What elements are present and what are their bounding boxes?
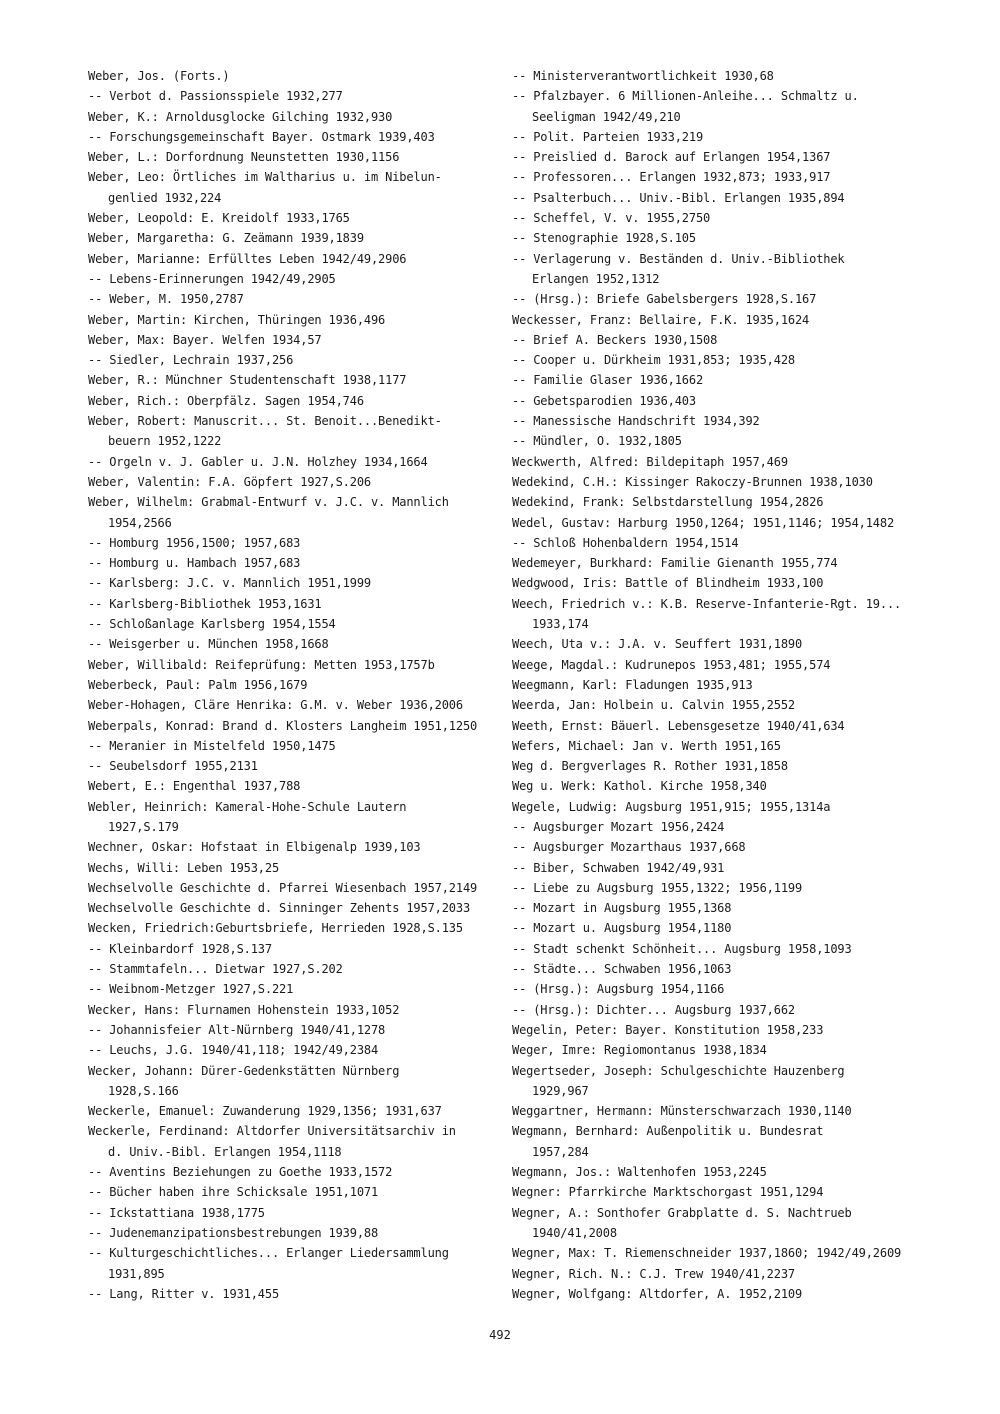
entry-text: -- Mozart u. Augsburg 1954,1180 [512,921,732,936]
index-entry [512,391,932,411]
index-entry [88,837,508,857]
index-entry [512,1040,932,1060]
index-entry [88,1203,508,1223]
entry-text: -- Aventins Beziehungen zu Goethe 1933,1572 [88,1165,393,1180]
index-entry [88,695,508,715]
index-entry [88,310,508,330]
index-entry [88,1101,508,1121]
index-entry [512,736,932,756]
index-entry [512,573,932,593]
entry-text: -- Schloßanlage Karlsberg 1954,1554 [88,617,336,632]
entry-text: Weber, Leopold: E. Kreidolf 1933,1765 [88,211,350,226]
entry-continuation: Seeligman 1942/49,210 [532,109,681,124]
entry-continuation: 1928,S.166 [108,1083,179,1098]
entry-text: Weber-Hohagen, Cläre Henrika: G.M. v. Weber 1936,2006 [88,698,463,713]
entry-text: -- (Hrsg.): Dichter... Augsburg 1937,662 [512,1002,795,1017]
entry-text: Wegele, Ludwig: Augsburg 1951,915; 1955,1314a [512,799,831,814]
page-number: 492 [489,1328,511,1342]
index-entry [512,370,932,390]
entry-text: -- Familie Glaser 1936,1662 [512,373,704,388]
entry-text: Weberpals, Konrad: Brand d. Klosters Langheim 1951,1250 [88,718,478,733]
index-entry [512,1182,932,1202]
entry-text: Wefers, Michael: Jan v. Werth 1951,165 [512,738,781,753]
entry-text: Wegelin, Peter: Bayer. Konstitution 1958,233 [512,1022,824,1037]
index-entry [88,391,508,411]
entry-text: -- Weber, M. 1950,2787 [88,292,244,307]
entry-text: Wecken, Friedrich:Geburtsbriefe, Herrieden 1928,S.135 [88,921,463,936]
entry-text: Wechner, Oskar: Hofstaat in Elbigenalp 1939,103 [88,840,421,855]
entry-text: Weber, Leo: Örtliches im Waltharius u. im Nibelun- [88,170,442,185]
entry-text: Weegmann, Karl: Fladungen 1935,913 [512,677,753,692]
entry-text: -- Homburg 1956,1500; 1957,683 [88,535,301,550]
index-entry [88,939,508,959]
entry-text: -- Ministerverantwortlichkeit 1930,68 [512,69,774,83]
entry-text: -- Liebe zu Augsburg 1955,1322; 1956,1199 [512,880,803,895]
index-entry [512,472,932,492]
entry-text: Weeth, Ernst: Bäuerl. Lebensgesetze 1940/41,634 [512,718,845,733]
entry-text: Weber, Valentin: F.A. Göpfert 1927,S.206 [88,474,371,489]
index-entry [88,776,508,796]
entry-text: Weg d. Bergverlages R. Rother 1931,1858 [512,759,788,774]
entry-text: Weber, R.: Münchner Studentenschaft 1938,1177 [88,373,407,388]
entry-text: -- (Hrsg.): Augsburg 1954,1166 [512,982,725,997]
entry-text: -- Siedler, Lechrain 1937,256 [88,353,294,368]
index-entry [512,553,932,573]
entry-text: -- Weibnom-Metzger 1927,S.221 [88,982,294,997]
index-entry [512,1264,932,1284]
entry-text: Weckerle, Emanuel: Zuwanderung 1929,1356; 1931,637 [88,1104,442,1119]
entry-text: -- Cooper u. Dürkheim 1931,853; 1935,428 [512,353,795,368]
index-entry [512,188,932,208]
index-entry [88,918,508,938]
entry-text: -- Scheffel, V. v. 1955,2750 [512,211,711,226]
index-entry [88,1061,508,1102]
entry-text: Weech, Uta v.: J.A. v. Seuffert 1931,1890 [512,637,803,652]
entry-text: Webler, Heinrich: Kameral-Hohe-Schule Lautern [88,799,407,814]
index-entry [88,1040,508,1060]
index-entry [512,431,932,451]
index-entry [512,289,932,309]
index-entry [512,492,932,512]
index-entry [512,898,932,918]
index-entry [88,370,508,390]
index-entry [88,878,508,898]
entry-text: Weckesser, Franz: Bellaire, F.K. 1935,1624 [512,312,810,327]
entry-text: -- Leuchs, J.G. 1940/41,118; 1942/49,2384 [88,1043,379,1058]
entry-text: -- Städte... Schwaben 1956,1063 [512,962,732,977]
index-entry [88,614,508,634]
entry-continuation: 1954,2566 [108,515,172,530]
index-entry [88,1284,508,1304]
right-column [512,66,932,1304]
entry-text: -- Stammtafeln... Dietwar 1927,S.202 [88,962,343,977]
entry-text: Wedemeyer, Burkhard: Familie Gienanth 1955,774 [512,556,838,571]
entry-text: -- Kleinbardorf 1928,S.137 [88,941,272,956]
entry-text: Weber, Robert: Manuscrit... St. Benoit...Benedikt- [88,414,442,429]
index-entry [88,898,508,918]
index-entry [88,107,508,127]
entry-text: Wedgwood, Iris: Battle of Blindheim 1933,100 [512,576,824,591]
entry-text: Weege, Magdal.: Kudrunepos 1953,481; 1955,574 [512,657,831,672]
entry-text: Weber, Max: Bayer. Welfen 1934,57 [88,332,322,347]
entry-text: Weg u. Werk: Kathol. Kirche 1958,340 [512,779,767,794]
index-entry [512,716,932,736]
entry-text: -- Mozart in Augsburg 1955,1368 [512,901,732,916]
entry-text: -- Gebetsparodien 1936,403 [512,393,696,408]
entry-text: -- Karlsberg-Bibliothek 1953,1631 [88,596,322,611]
entry-text: -- Preislied d. Barock auf Erlangen 1954,1367 [512,150,831,165]
entry-text: Weber, Margaretha: G. Zeämann 1939,1839 [88,231,364,246]
entry-text: Weckwerth, Alfred: Bildepitaph 1957,469 [512,454,788,469]
entry-text: Wegner, A.: Sonthofer Grabplatte d. S. Nachtrueb [512,1205,852,1220]
entry-text: -- Homburg u. Hambach 1957,683 [88,556,301,571]
index-entry [512,797,932,817]
entry-text: -- Verbot d. Passionsspiele 1932,277 [88,89,343,104]
index-entry [512,817,932,837]
index-entry [88,1223,508,1243]
entry-text: Weber, Jos. (Forts.) [88,69,230,83]
entry-text: Weggartner, Hermann: Münsterschwarzach 1930,1140 [512,1104,852,1119]
entry-text: Wechselvolle Geschichte d. Sinninger Zehents 1957,2033 [88,901,471,916]
entry-text: Weber, K.: Arnoldusglocke Gilching 1932,930 [88,109,393,124]
index-entry [88,858,508,878]
index-entry [88,655,508,675]
entry-text: -- Kulturgeschichtliches... Erlanger Liedersammlung [88,1246,449,1261]
entry-text: Weberbeck, Paul: Palm 1956,1679 [88,677,308,692]
index-entry [512,1061,932,1102]
index-entry [512,655,932,675]
index-entry [88,167,508,208]
entry-text: Wegner, Rich. N.: C.J. Trew 1940/41,2237 [512,1266,795,1281]
entry-text: Wedekind, C.H.: Kissinger Rakoczy-Brunnen 1938,1030 [512,474,873,489]
entry-text: -- Biber, Schwaben 1942/49,931 [512,860,725,875]
index-entry [512,310,932,330]
entry-text: -- Schloß Hohenbaldern 1954,1514 [512,535,739,550]
entry-text: -- Manessische Handschrift 1934,392 [512,414,760,429]
index-entry [88,228,508,248]
entry-text: Wegmann, Jos.: Waltenhofen 1953,2245 [512,1165,767,1180]
entry-text: Wegner, Max: T. Riemenschneider 1937,1860; 1942/49,2609 [512,1246,902,1261]
entry-text: -- Augsburger Mozarthaus 1937,668 [512,840,746,855]
index-entry [88,573,508,593]
index-entry [512,776,932,796]
index-entry [88,979,508,999]
index-entry [88,1162,508,1182]
entry-text: Weber, Martin: Kirchen, Thüringen 1936,496 [88,312,386,327]
index-entry [512,208,932,228]
index-entry [88,736,508,756]
index-entry [512,959,932,979]
index-entry [512,167,932,187]
index-entry [512,350,932,370]
entry-text: Weber, Rich.: Oberpfälz. Sagen 1954,746 [88,393,364,408]
index-entry [512,1243,932,1263]
index-entry [512,918,932,938]
index-entry [512,675,932,695]
entry-text: Weber, L.: Dorfordnung Neunstetten 1930,1156 [88,150,400,165]
index-entry [512,858,932,878]
entry-text: Wechs, Willi: Leben 1953,25 [88,860,280,875]
entry-text: Wegner: Pfarrkirche Marktschorgast 1951,1294 [512,1185,824,1200]
index-entry [88,716,508,736]
entry-continuation: 1940/41,2008 [532,1225,617,1240]
entry-text: Wegertseder, Joseph: Schulgeschichte Hauzenberg [512,1063,845,1078]
index-entry [88,492,508,533]
entry-text: -- Johannisfeier Alt-Nürnberg 1940/41,1278 [88,1022,386,1037]
entry-text: Wedel, Gustav: Harburg 1950,1264; 1951,1146; 1954,1482 [512,515,895,530]
index-entry [88,269,508,289]
index-entry [88,289,508,309]
entry-text: -- Bücher haben ihre Schicksale 1951,1071 [88,1185,379,1200]
entry-continuation: beuern 1952,1222 [108,434,222,449]
index-entry [88,533,508,553]
entry-text: Wegner, Wolfgang: Altdorfer, A. 1952,2109 [512,1286,803,1301]
entry-text: Weber, Marianne: Erfülltes Leben 1942/49,2906 [88,251,407,266]
index-entry [88,147,508,167]
index-entry [512,249,932,290]
entry-text: Weckerle, Ferdinand: Altdorfer Universitätsarchiv in [88,1124,456,1139]
index-entry [512,695,932,715]
entry-text: -- Mündler, O. 1932,1805 [512,434,682,449]
entry-text: Wechselvolle Geschichte d. Pfarrei Wiesenbach 1957,2149 [88,880,478,895]
index-entry [512,1101,932,1121]
index-entry [88,1000,508,1020]
index-entry [512,1000,932,1020]
entry-text: Wecker, Hans: Flurnamen Hohenstein 1933,1052 [88,1002,400,1017]
index-entry [512,1121,932,1162]
index-entry [88,594,508,614]
entry-text: Wegmann, Bernhard: Außenpolitik u. Bundesrat [512,1124,824,1139]
entry-text: -- Brief A. Beckers 1930,1508 [512,332,718,347]
index-entry [88,86,508,106]
index-entry [88,553,508,573]
index-entry [88,675,508,695]
entry-text: -- Orgeln v. J. Gabler u. J.N. Holzhey 1934,1664 [88,454,428,469]
entry-text: -- Pfalzbayer. 6 Millionen-Anleihe... Schmaltz u. [512,89,859,104]
entry-text: -- Forschungsgemeinschaft Bayer. Ostmark 1939,403 [88,129,435,144]
index-entry [88,208,508,228]
entry-text: Weger, Imre: Regiomontanus 1938,1834 [512,1043,767,1058]
entry-continuation: 1929,967 [532,1083,589,1098]
index-entry [512,452,932,472]
entry-text: Wedekind, Frank: Selbstdarstellung 1954,2826 [512,495,824,510]
index-entry [512,837,932,857]
left-column [88,66,508,1304]
index-entry [512,1284,932,1304]
index-entry [512,66,932,86]
entry-text: -- Meranier in Mistelfeld 1950,1475 [88,738,336,753]
index-entry [512,147,932,167]
index-entry [88,1182,508,1202]
index-entry [88,756,508,776]
entry-text: -- Polit. Parteien 1933,219 [512,129,704,144]
entry-text: -- Lang, Ritter v. 1931,455 [88,1286,280,1301]
index-entry [88,797,508,838]
index-entry [512,939,932,959]
entry-continuation: Erlangen 1952,1312 [532,271,660,286]
entry-text: -- (Hrsg.): Briefe Gabelsbergers 1928,S.167 [512,292,817,307]
index-entry [88,634,508,654]
entry-text: Weerda, Jan: Holbein u. Calvin 1955,2552 [512,698,795,713]
entry-continuation: genlied 1932,224 [108,190,222,205]
index-entry [88,1020,508,1040]
entry-text: Weech, Friedrich v.: K.B. Reserve-Infanterie-Rgt. 19... [512,596,902,611]
index-entry [88,249,508,269]
entry-text: -- Professoren... Erlangen 1932,873; 1933,917 [512,170,831,185]
index-entry [88,350,508,370]
index-entry [512,878,932,898]
entry-text: -- Seubelsdorf 1955,2131 [88,759,258,774]
index-entry [512,86,932,127]
entry-text: Weber, Willibald: Reifeprüfung: Metten 1953,1757b [88,657,435,672]
entry-text: -- Psalterbuch... Univ.-Bibl. Erlangen 1935,894 [512,190,845,205]
index-entry [88,472,508,492]
index-entry [512,228,932,248]
index-entry [512,513,932,533]
index-entry [512,979,932,999]
index-entry [88,959,508,979]
index-entry [88,127,508,147]
entry-text: Weber, Wilhelm: Grabmal-Entwurf v. J.C. v. Mannlich [88,495,449,510]
index-entry [512,411,932,431]
index-entry [512,594,932,635]
entry-text: -- Stadt schenkt Schönheit... Augsburg 1958,1093 [512,941,852,956]
index-entry [88,330,508,350]
index-entry [88,411,508,452]
entry-continuation: 1927,S.179 [108,819,179,834]
index-entry [512,127,932,147]
entry-text: -- Karlsberg: J.C. v. Mannlich 1951,1999 [88,576,371,591]
entry-text: -- Augsburger Mozart 1956,2424 [512,819,725,834]
entry-continuation: 1933,174 [532,617,589,632]
entry-text: -- Stenographie 1928,S.105 [512,231,696,246]
index-entry [512,330,932,350]
index-entry [88,1243,508,1284]
entry-text: -- Verlagerung v. Beständen d. Univ.-Bibliothek [512,251,845,266]
index-entry [512,756,932,776]
index-entry [512,1162,932,1182]
index-entry [512,634,932,654]
index-entry [88,452,508,472]
index-entry [88,1121,508,1162]
entry-text: -- Lebens-Erinnerungen 1942/49,2905 [88,271,336,286]
index-entry [512,1020,932,1040]
entry-continuation: 1931,895 [108,1266,165,1281]
entry-continuation: d. Univ.-Bibl. Erlangen 1954,1118 [108,1144,342,1159]
entry-text: Webert, E.: Engenthal 1937,788 [88,779,301,794]
entry-text: -- Weisgerber u. München 1958,1668 [88,637,329,652]
index-entry [512,533,932,553]
entry-text: -- Ickstattiana 1938,1775 [88,1205,265,1220]
entry-text: Wecker, Johann: Dürer-Gedenkstätten Nürnberg [88,1063,400,1078]
entry-continuation: 1957,284 [532,1144,589,1159]
index-entry [88,66,508,86]
entry-text: -- Judenemanzipationsbestrebungen 1939,88 [88,1225,379,1240]
index-entry [512,1203,932,1244]
